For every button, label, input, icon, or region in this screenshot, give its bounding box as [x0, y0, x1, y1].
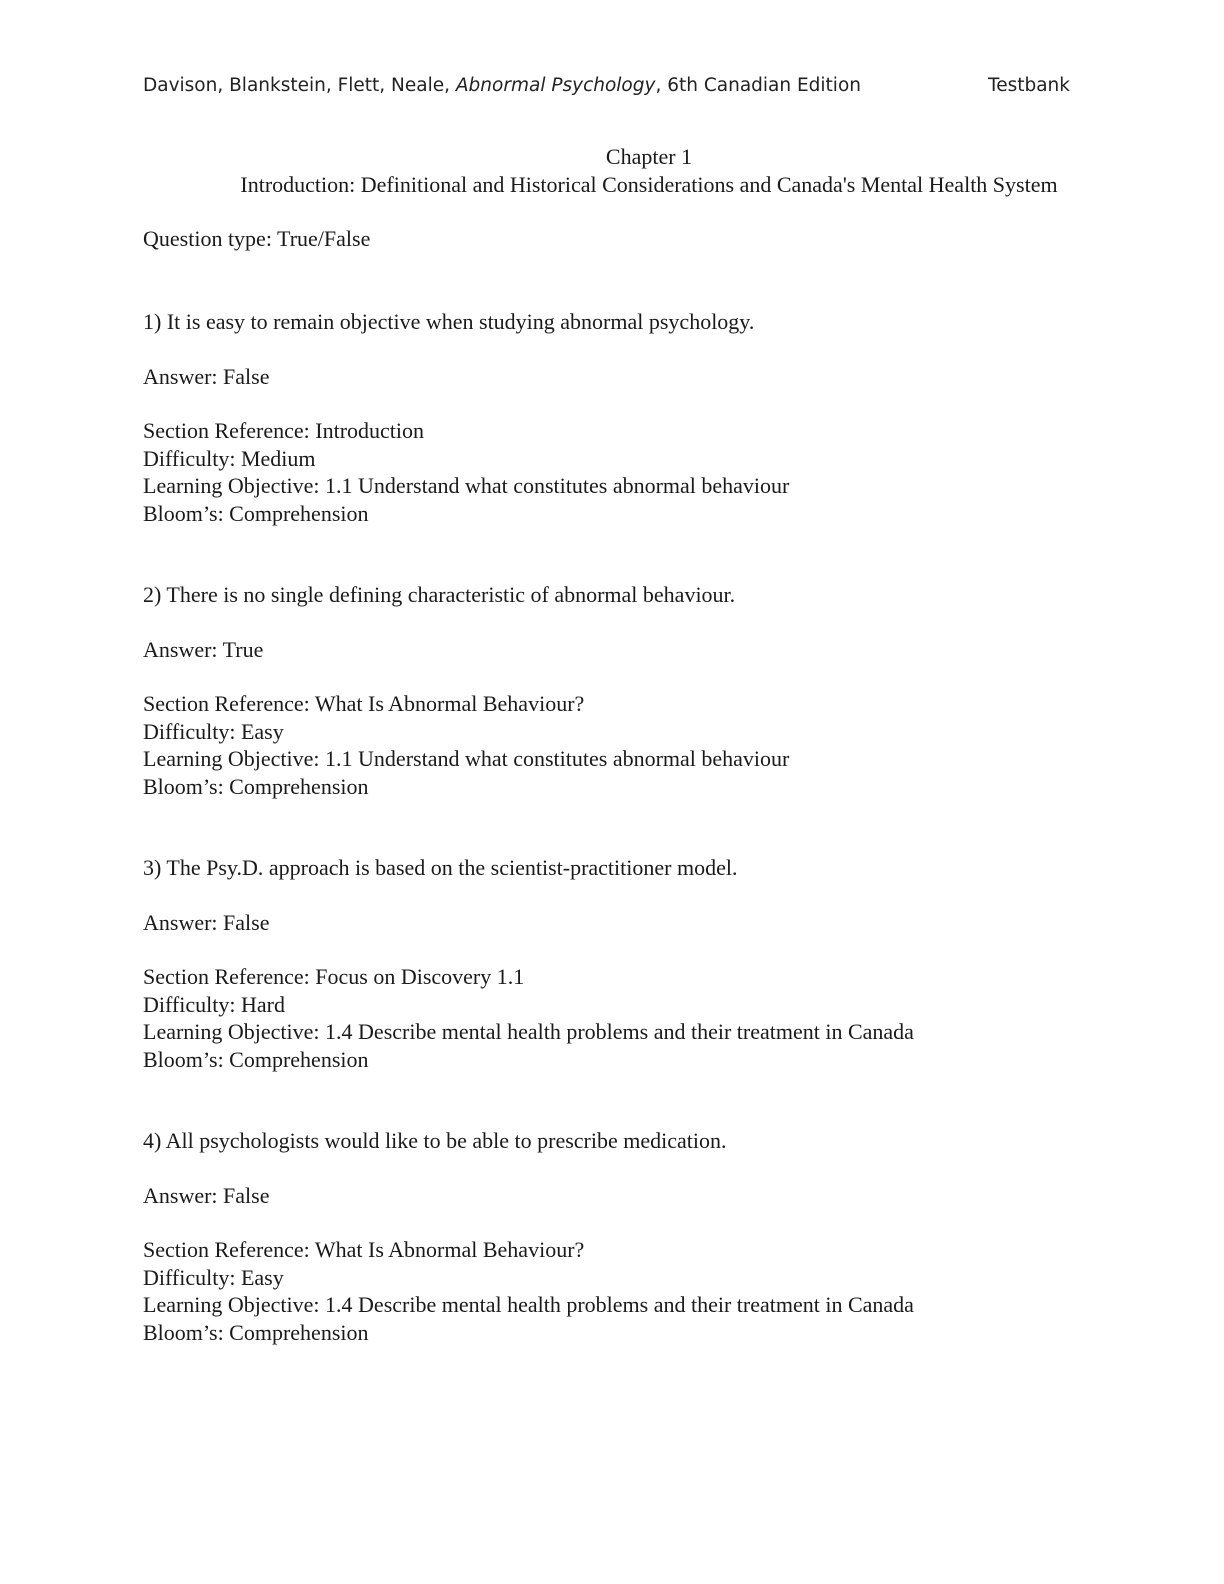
question-difficulty: Difficulty: Medium [143, 445, 316, 471]
question-text: 3) The Psy.D. approach is based on the scientist-practitioner model. [143, 855, 738, 880]
question-answer: Answer: True [143, 636, 264, 662]
question-type: Question type: True/False [143, 226, 371, 251]
question-difficulty: Difficulty: Easy [143, 1264, 284, 1290]
chapter-heading [143, 143, 1155, 199]
question-bloom: Bloom’s: Comprehension [143, 500, 369, 526]
question-section-reference: Section Reference: Focus on Discovery 1.1 [143, 964, 525, 989]
header-testbank-label: Testbank [988, 75, 1070, 96]
question-text: 4) All psychologists would like to be able to prescribe medication. [143, 1128, 727, 1153]
question-bloom: Bloom’s: Comprehension [143, 1046, 369, 1072]
question-item [143, 1127, 1093, 1346]
question-section-reference: Section Reference: What Is Abnormal Behaviour? [143, 1237, 585, 1262]
question-section-reference: Section Reference: Introduction [143, 418, 425, 443]
question-answer: Answer: False [143, 909, 270, 935]
question-section-reference: Section Reference: What Is Abnormal Behaviour? [143, 691, 585, 716]
header-edition: , 6th Canadian Edition [655, 75, 861, 96]
question-item [143, 581, 1093, 800]
header-book-title: Abnormal Psychology [455, 75, 656, 96]
header-authors: Davison, Blankstein, Flett, Neale, [143, 75, 456, 96]
chapter-number: Chapter 1 [605, 144, 693, 169]
question-answer: Answer: False [143, 1182, 270, 1208]
question-item [143, 854, 1093, 1073]
page-header [143, 72, 1070, 100]
question-difficulty: Difficulty: Easy [143, 718, 284, 744]
question-difficulty: Difficulty: Hard [143, 991, 285, 1017]
question-item [143, 308, 1093, 527]
question-bloom: Bloom’s: Comprehension [143, 1319, 369, 1345]
question-text: 1) It is easy to remain objective when studying abnormal psychology. [143, 309, 755, 334]
chapter-title: Introduction: Definitional and Historical Considerations and Canada's Mental Health System [240, 172, 1058, 197]
header-citation [143, 72, 861, 100]
question-learning-objective: Learning Objective: 1.1 Understand what constitutes abnormal behaviour [143, 746, 790, 771]
question-learning-objective: Learning Objective: 1.4 Describe mental health problems and their treatment in Canada [143, 1292, 914, 1317]
question-answer: Answer: False [143, 363, 270, 389]
question-text: 2) There is no single defining characteristic of abnormal behaviour. [143, 582, 736, 607]
question-learning-objective: Learning Objective: 1.1 Understand what constitutes abnormal behaviour [143, 473, 790, 498]
question-bloom: Bloom’s: Comprehension [143, 773, 369, 799]
question-learning-objective: Learning Objective: 1.4 Describe mental health problems and their treatment in Canada [143, 1019, 914, 1044]
